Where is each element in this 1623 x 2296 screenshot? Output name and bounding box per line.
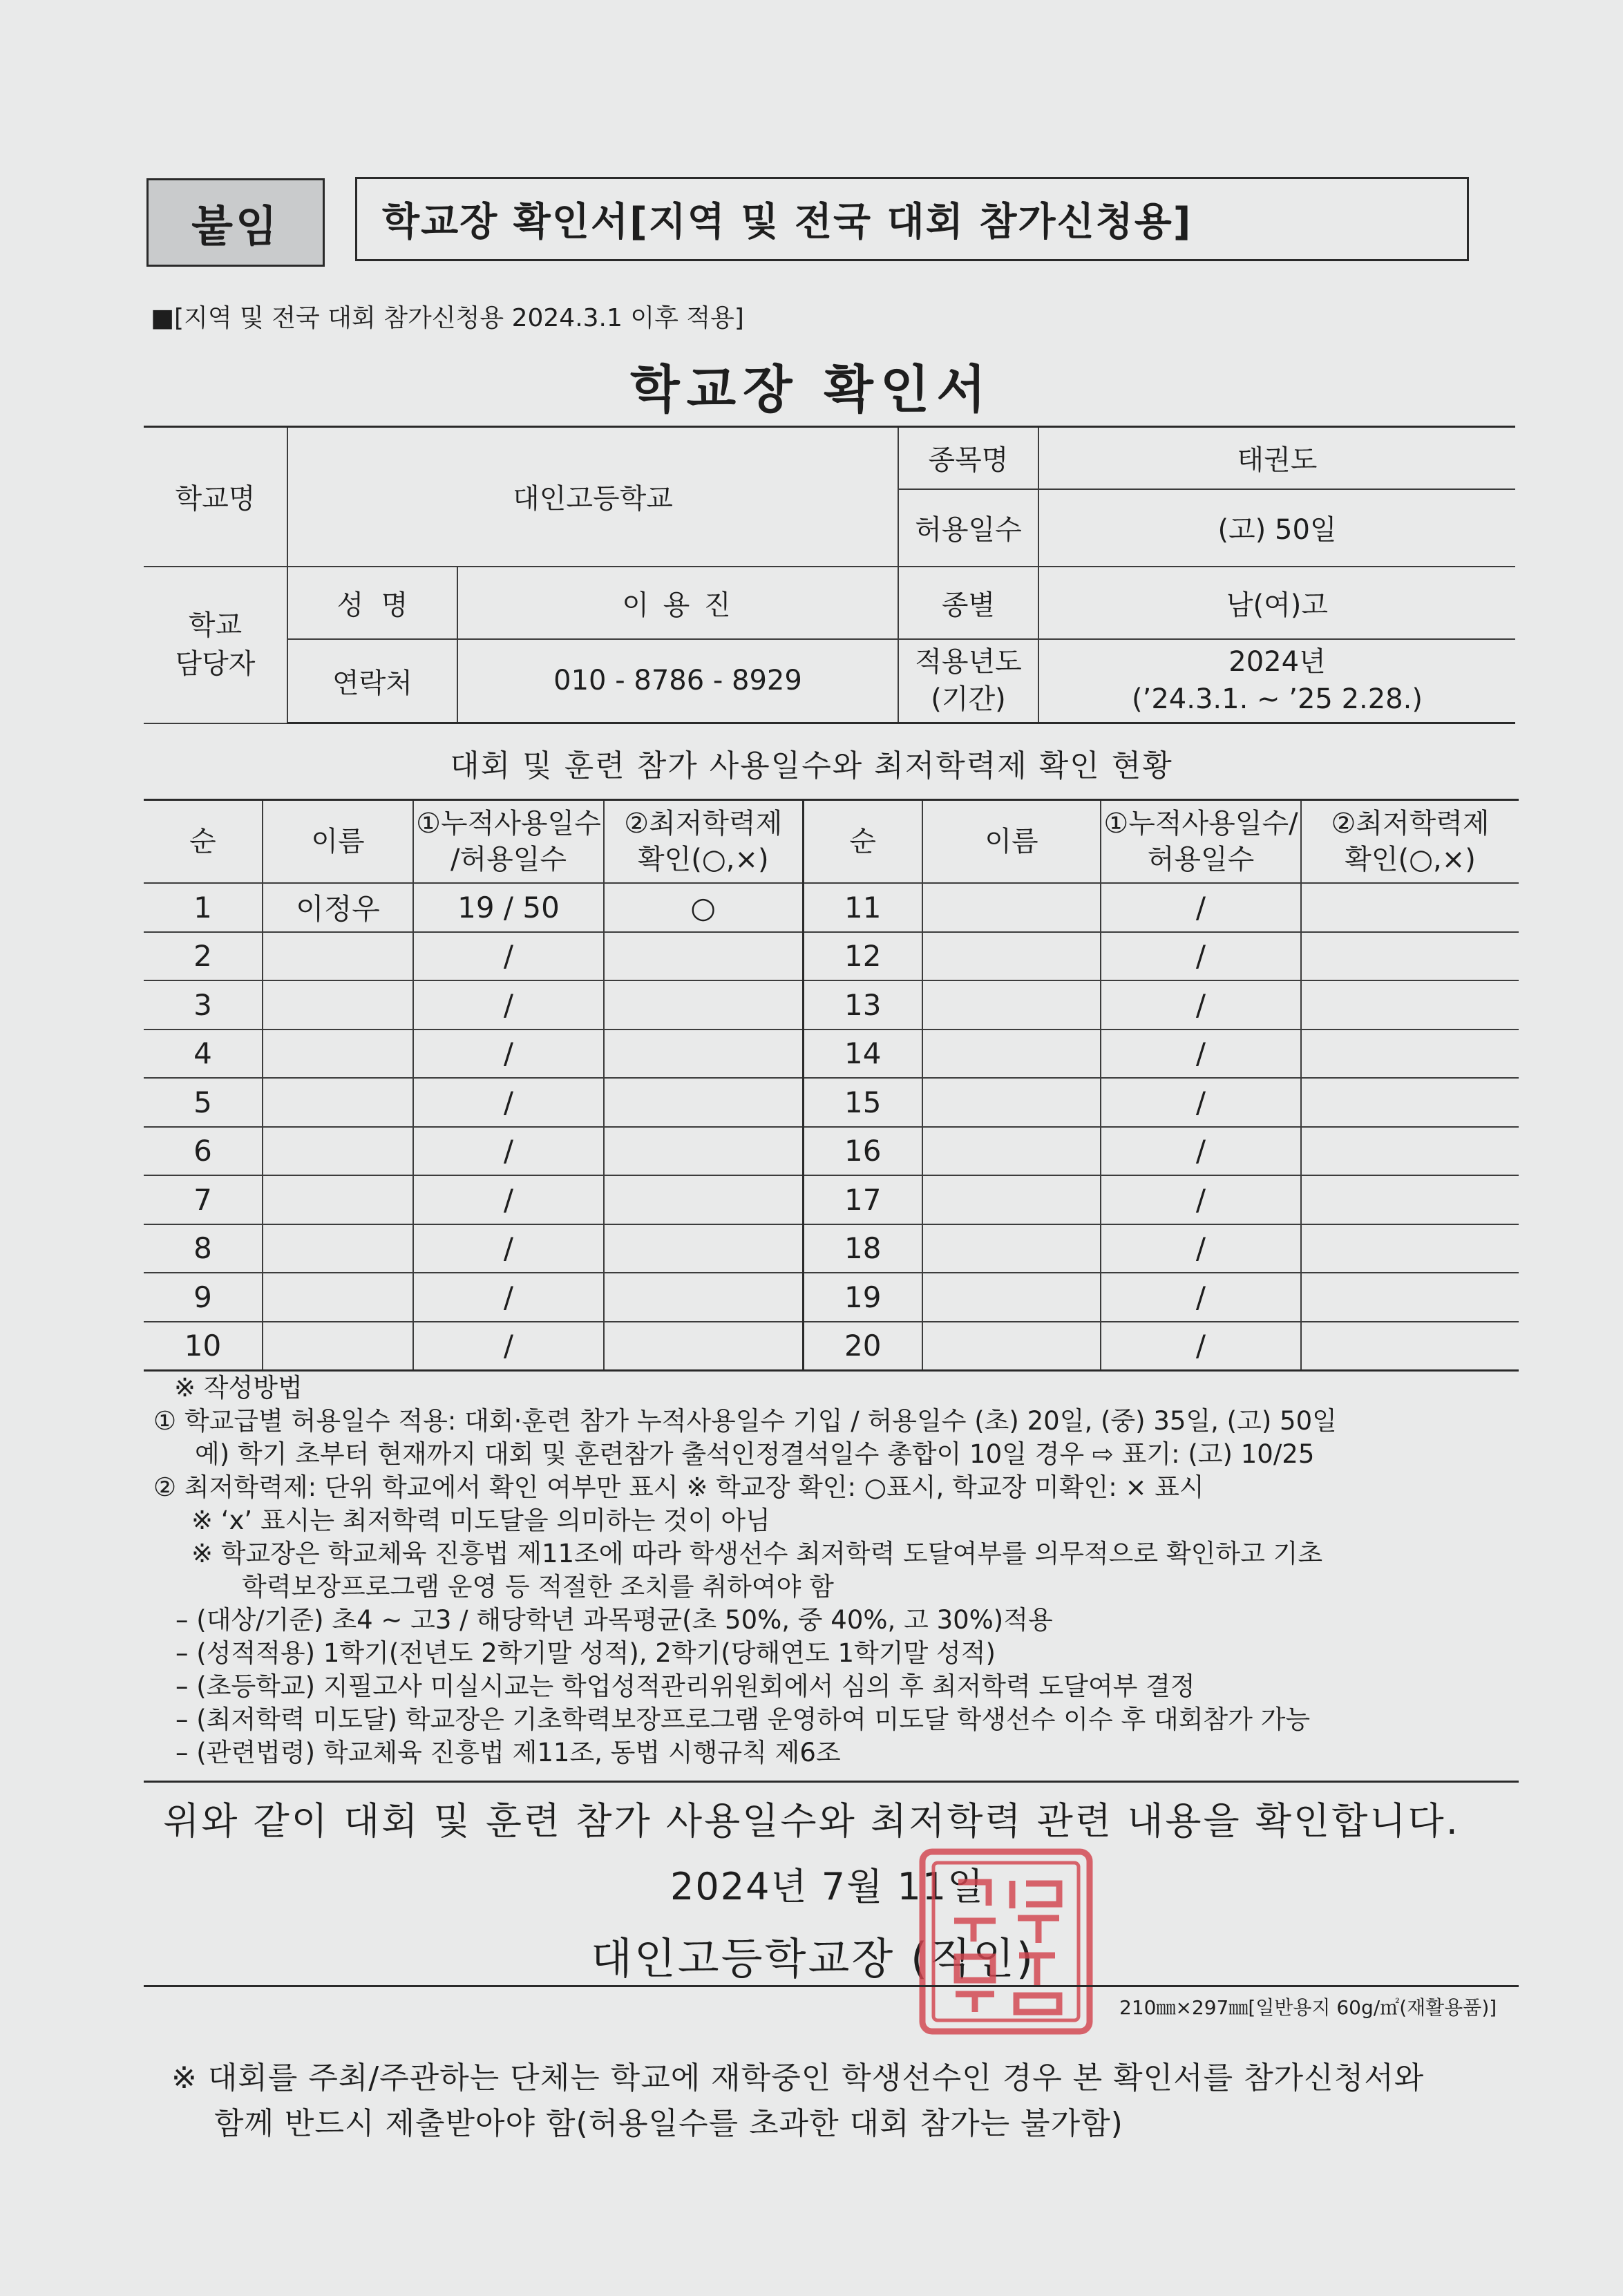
row-name-2 (922, 1175, 1101, 1224)
contact-label: 연락처 (287, 639, 457, 723)
row-name-2 (922, 1127, 1101, 1176)
row-check-2 (1301, 1127, 1519, 1176)
instruction-item: – (대상/기준) 초4 ~ 고3 / 해당학년 과목평균(초 50%, 중 40%, 고 30%)적용 (175, 1605, 1053, 1635)
manager-label: 학교 담당자 (144, 567, 287, 723)
row-check (604, 1322, 803, 1371)
row-days-2: / (1101, 1322, 1301, 1371)
school-name-value: 대인고등학교 (287, 427, 898, 567)
instruction-item: – (최저학력 미도달) 학교장은 기초학력보장프로그램 운영하여 미도달 학생선수 이수 후 대회참가 가능 (175, 1705, 1311, 1734)
col-header-no-2: 순 (803, 800, 922, 884)
row-name (263, 980, 413, 1030)
instructions-heading: ※ 작성방법 (174, 1373, 303, 1403)
row-no-2: 11 (803, 883, 922, 932)
row-name: 이정우 (263, 883, 413, 932)
instruction-item: 예) 학기 초부터 현재까지 대회 및 훈련참가 출석인정결석일수 총합이 10일 경우 ⇨ 표기: (고) 10/25 (195, 1439, 1315, 1469)
instruction-item: – (관련법령) 학교체육 진흥법 제11조, 동법 시행규칙 제6조 (175, 1738, 841, 1767)
row-check (604, 1078, 803, 1127)
col-header-check: ②최저학력제 확인(○,×) (604, 800, 803, 884)
period-value: 2024년 (’24.3.1. ~ ’25 2.28.) (1038, 639, 1515, 723)
row-name (263, 1078, 413, 1127)
row-no: 9 (144, 1273, 263, 1322)
row-check (604, 1127, 803, 1176)
row-no: 3 (144, 980, 263, 1030)
row-no-2: 20 (803, 1322, 922, 1371)
row-days-2: / (1101, 883, 1301, 932)
row-name-2 (922, 1322, 1101, 1371)
row-days: / (413, 1175, 604, 1224)
row-days: / (413, 1273, 604, 1322)
table-row (144, 1078, 1519, 1127)
divider (144, 1985, 1519, 1987)
row-no-2: 15 (803, 1078, 922, 1127)
issue-date: 2024년 7월 11일 (670, 1865, 985, 1908)
row-days: / (413, 980, 604, 1030)
row-days-2: / (1101, 1224, 1301, 1273)
row-days: / (413, 1078, 604, 1127)
row-check (604, 980, 803, 1030)
row-no: 4 (144, 1030, 263, 1079)
footer-line: 함께 반드시 제출받아야 함(허용일수를 초과한 대회 참가는 불가함) (214, 2106, 1123, 2141)
row-no: 2 (144, 932, 263, 981)
row-days: / (413, 1224, 604, 1273)
table-row (144, 883, 1519, 932)
athlete-table (144, 799, 1519, 1372)
allowed-days-value: (고) 50일 (1038, 489, 1515, 567)
row-name (263, 932, 413, 981)
col-header-days-2: ①누적사용일수/ 허용일수 (1101, 800, 1301, 884)
row-name-2 (922, 883, 1101, 932)
footer-line: ※ 대회를 주최/주관하는 단체는 학교에 재학중인 학생선수인 경우 본 확인서를 참가신청서와 (171, 2060, 1425, 2096)
row-days-2: / (1101, 1273, 1301, 1322)
contact-value: 010 - 8786 - 8929 (457, 639, 898, 723)
row-check-2 (1301, 980, 1519, 1030)
confirmation-statement: 위와 같이 대회 및 훈련 참가 사용일수와 최저학력 관련 내용을 확인합니다. (163, 1799, 1460, 1843)
col-header-days: ①누적사용일수 /허용일수 (413, 800, 604, 884)
row-name-2 (922, 1273, 1101, 1322)
row-no-2: 19 (803, 1273, 922, 1322)
row-days-2: / (1101, 1127, 1301, 1176)
row-no: 8 (144, 1224, 263, 1273)
instruction-item: ※ ‘x’ 표시는 최저학력 미도달을 의미하는 것이 아님 (191, 1506, 770, 1535)
row-check-2 (1301, 932, 1519, 981)
sport-value: 태권도 (1038, 427, 1515, 489)
name-value: 이 용 진 (457, 567, 898, 639)
row-no-2: 14 (803, 1030, 922, 1079)
name-label: 성 명 (287, 567, 457, 639)
footer-note (171, 2056, 1424, 2147)
row-check-2 (1301, 883, 1519, 932)
row-name-2 (922, 980, 1101, 1030)
row-days-2: / (1101, 1175, 1301, 1224)
col-header-check-2: ②최저학력제 확인(○,×) (1301, 800, 1519, 884)
divider (144, 1781, 1519, 1783)
row-check-2 (1301, 1030, 1519, 1079)
official-seal-stamp (915, 1846, 1097, 2037)
application-note: ■[지역 및 전국 대회 참가신청용 2024.3.1 이후 적용] (151, 304, 744, 332)
allowed-days-label: 허용일수 (898, 489, 1038, 567)
instruction-item: 학력보장프로그램 운영 등 적절한 조치를 취하여야 함 (242, 1572, 834, 1602)
row-check-2 (1301, 1078, 1519, 1127)
row-days-2: / (1101, 1078, 1301, 1127)
row-check (604, 1224, 803, 1273)
row-no: 1 (144, 883, 263, 932)
row-check-2 (1301, 1273, 1519, 1322)
row-no-2: 18 (803, 1224, 922, 1273)
instruction-item: ① 학교급별 허용일수 적용: 대회·훈련 참가 누적사용일수 기입 / 허용일수 (초) 20일, (중) 35일, (고) 50일 (153, 1406, 1337, 1436)
row-days: 19 / 50 (413, 883, 604, 932)
row-check: ○ (604, 883, 803, 932)
row-name (263, 1273, 413, 1322)
table-row (144, 980, 1519, 1030)
table-row (144, 932, 1519, 981)
instructions (153, 1372, 1535, 1770)
row-check-2 (1301, 1175, 1519, 1224)
sport-label: 종목명 (898, 427, 1038, 489)
principal-signature-line: 대인고등학교장 (직인) (591, 1933, 1036, 1984)
col-header-no: 순 (144, 800, 263, 884)
table-row (144, 1224, 1519, 1273)
table-row (144, 1322, 1519, 1371)
row-check (604, 932, 803, 981)
row-check-2 (1301, 1322, 1519, 1371)
paper-spec: 210㎜×297㎜[일반용지 60g/㎡(재활용품)] (1119, 1996, 1497, 2019)
row-name-2 (922, 1078, 1101, 1127)
row-no: 10 (144, 1322, 263, 1371)
row-check (604, 1030, 803, 1079)
row-name (263, 1030, 413, 1079)
table-row (144, 1273, 1519, 1322)
row-days-2: / (1101, 932, 1301, 981)
school-name-label: 학교명 (144, 427, 287, 567)
row-no-2: 13 (803, 980, 922, 1030)
table-row (144, 1030, 1519, 1079)
table-row (144, 1175, 1519, 1224)
row-no: 7 (144, 1175, 263, 1224)
row-no: 6 (144, 1127, 263, 1176)
row-check (604, 1273, 803, 1322)
table-header-row (144, 800, 1519, 884)
status-title: 대회 및 훈련 참가 사용일수와 최저학력제 확인 현황 (450, 748, 1173, 784)
row-name (263, 1127, 413, 1176)
header-title: 학교장 확인서[지역 및 전국 대회 참가신청용] (355, 177, 1469, 261)
row-days: / (413, 1127, 604, 1176)
row-no-2: 17 (803, 1175, 922, 1224)
row-name (263, 1224, 413, 1273)
row-days-2: / (1101, 980, 1301, 1030)
row-check (604, 1175, 803, 1224)
instruction-item: – (성적적용) 1학기(전년도 2학기말 성적), 2학기(당해연도 1학기말 성적) (175, 1638, 996, 1668)
gender-label: 종별 (898, 567, 1038, 639)
attachment-tag: 붙임 (146, 178, 325, 267)
table-row (144, 1127, 1519, 1176)
row-days: / (413, 932, 604, 981)
instruction-item: ※ 학교장은 학교체육 진흥법 제11조에 따라 학생선수 최저학력 도달여부를 의무적으로 확인하고 기초 (191, 1539, 1323, 1568)
row-name-2 (922, 932, 1101, 981)
row-no-2: 16 (803, 1127, 922, 1176)
row-days: / (413, 1322, 604, 1371)
row-check-2 (1301, 1224, 1519, 1273)
col-header-name: 이름 (263, 800, 413, 884)
row-days: / (413, 1030, 604, 1079)
instruction-item: – (초등학교) 지필고사 미실시교는 학업성적관리위원회에서 심의 후 최저학력 도달여부 결정 (175, 1671, 1195, 1701)
gender-value: 남(여)고 (1038, 567, 1515, 639)
instruction-item: ② 최저학력제: 단위 학교에서 확인 여부만 표시 ※ 학교장 확인: ○표시, 학교장 미확인: × 표시 (153, 1472, 1204, 1502)
document-title: 학교장 확인서 (630, 360, 993, 419)
col-header-name-2: 이름 (922, 800, 1101, 884)
row-days-2: / (1101, 1030, 1301, 1079)
row-name-2 (922, 1030, 1101, 1079)
period-label: 적용년도 (기간) (898, 639, 1038, 723)
row-name (263, 1175, 413, 1224)
row-name (263, 1322, 413, 1371)
row-no-2: 12 (803, 932, 922, 981)
row-name-2 (922, 1224, 1101, 1273)
info-table (144, 426, 1515, 724)
row-no: 5 (144, 1078, 263, 1127)
